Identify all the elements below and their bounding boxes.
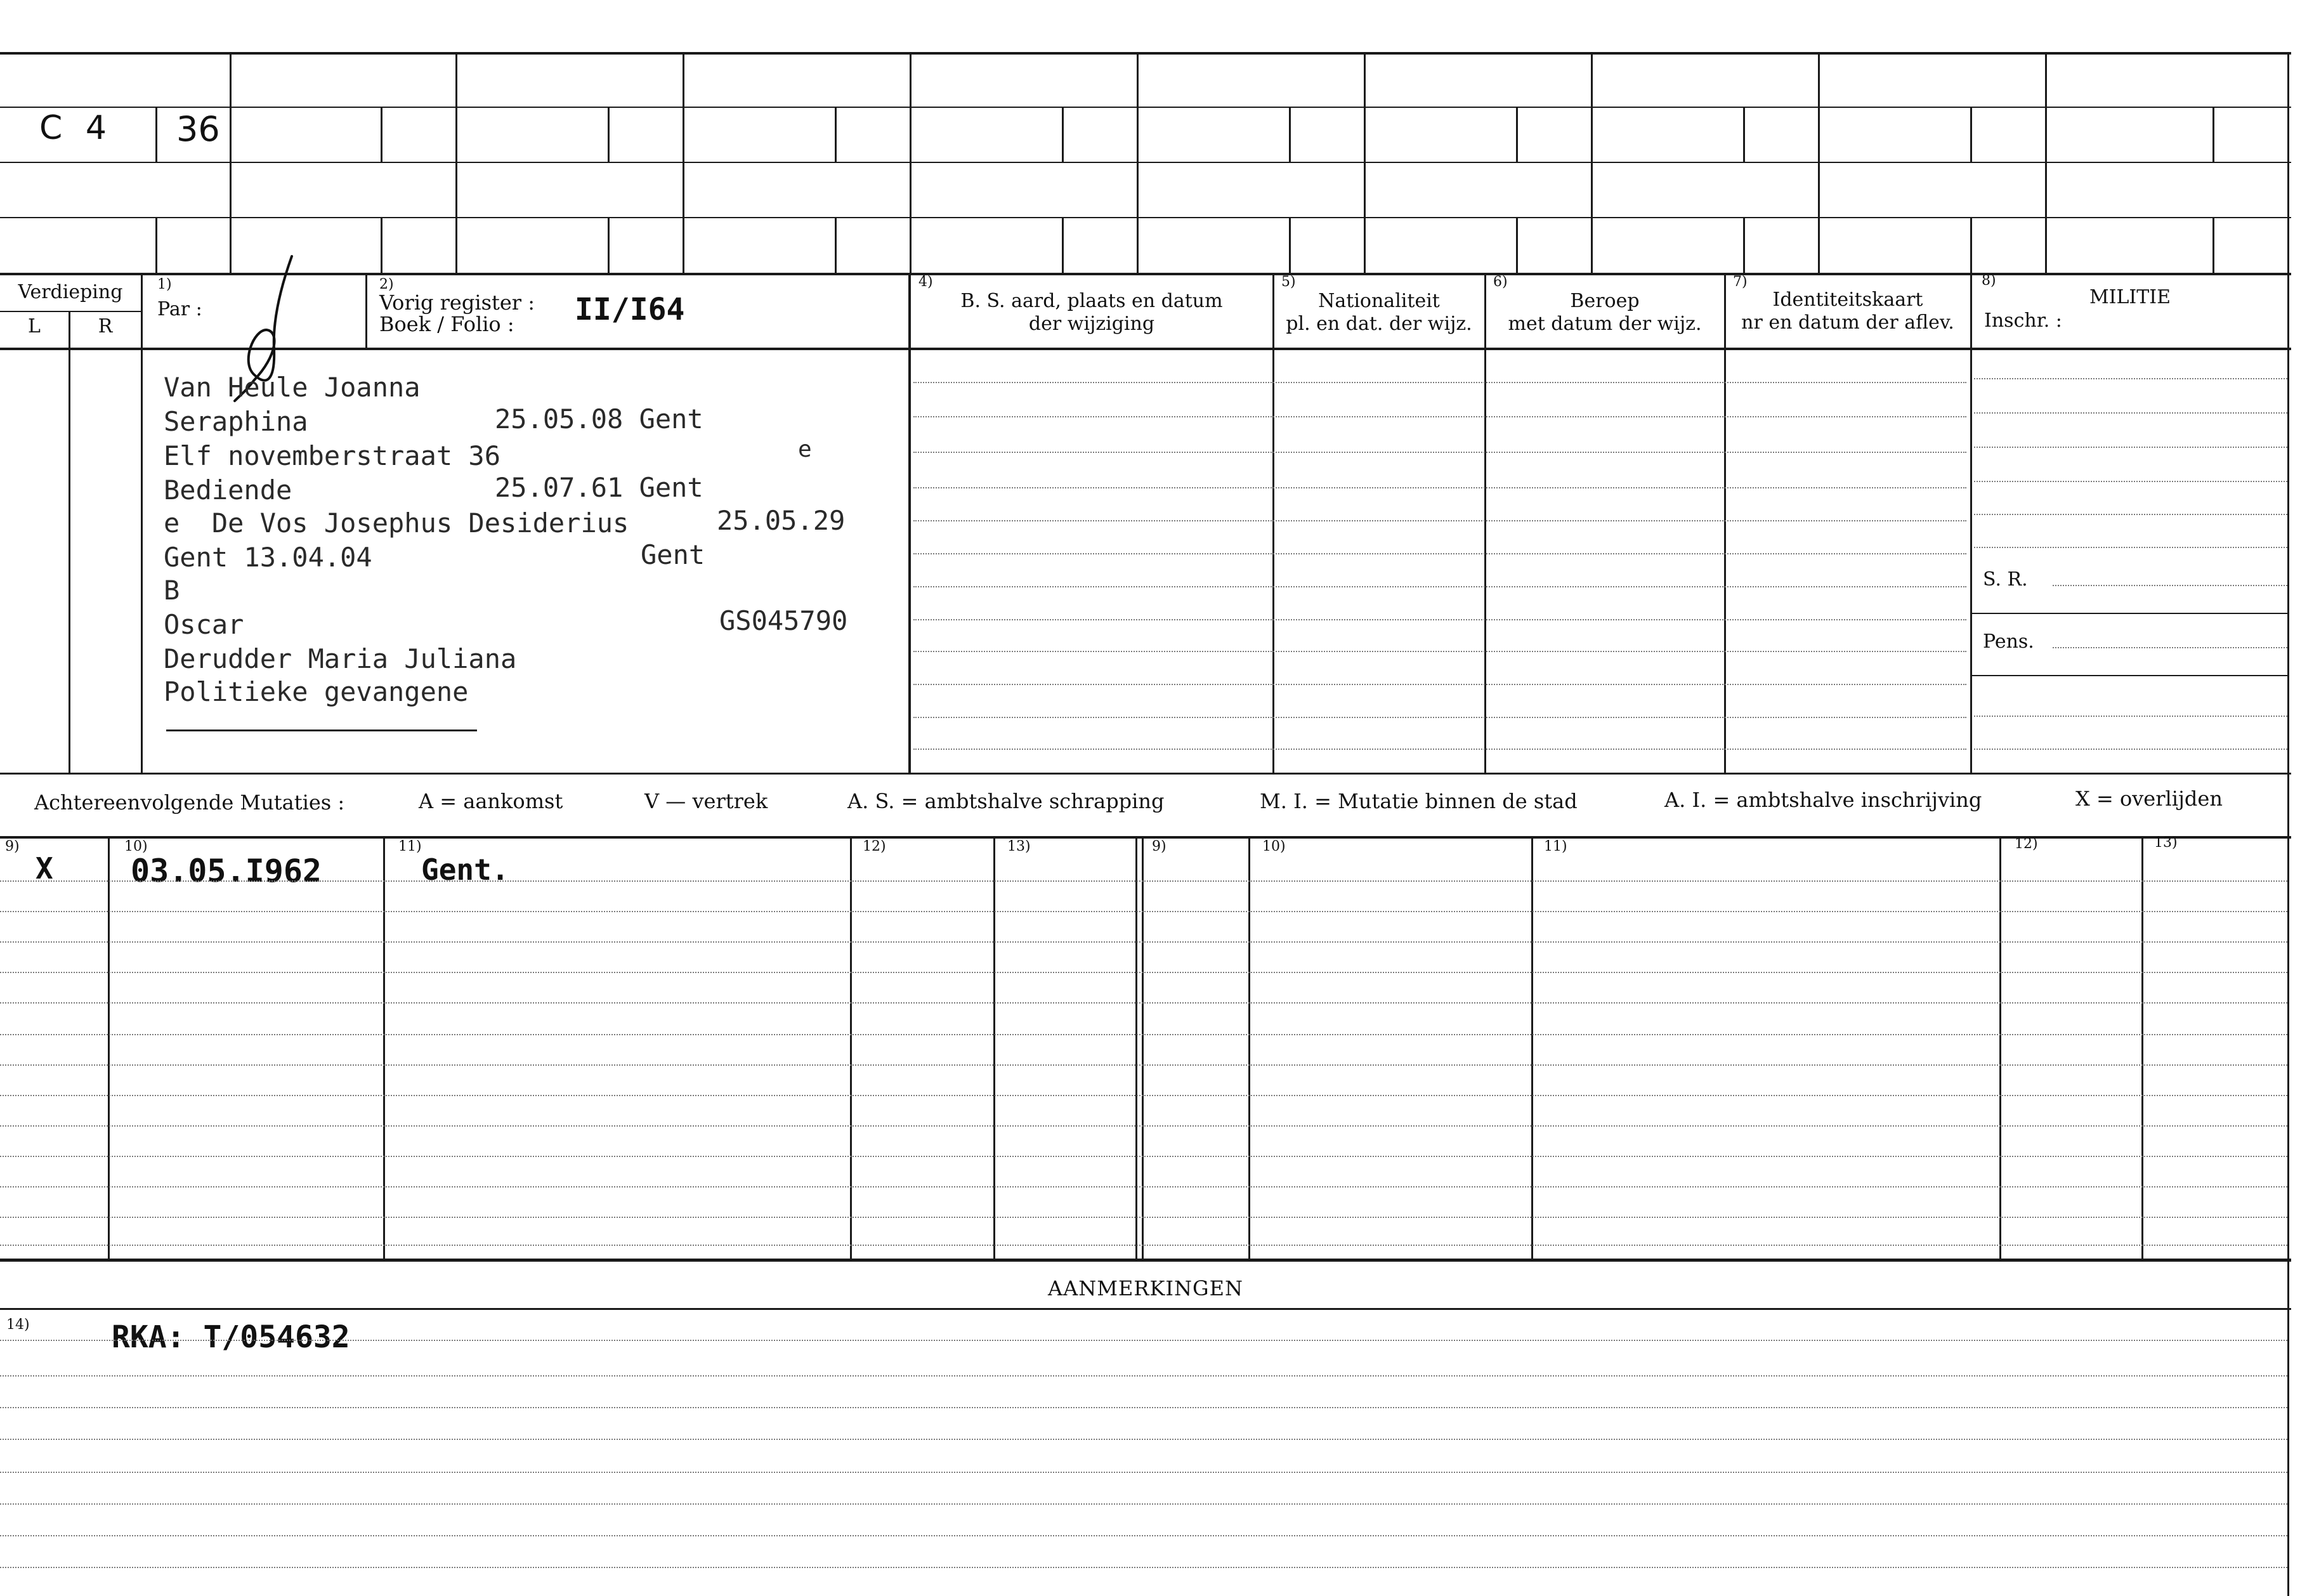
verdieping-label: Verdieping: [18, 281, 123, 303]
id-label-2: nr en datum der aflev.: [1741, 311, 1954, 334]
col12-right: 12): [2015, 836, 2038, 852]
par-footnote: 1): [157, 277, 172, 292]
remarks-text: RKA: T/054632: [112, 1319, 350, 1355]
person-mother: Derudder Maria Juliana: [164, 643, 517, 674]
person-spouse: e De Vos Josephus Desiderius: [164, 507, 629, 539]
col11-left: 11): [398, 839, 422, 854]
mil-footnote: 8): [1982, 273, 1996, 289]
militie-label: MILITIE: [2089, 286, 2171, 308]
person-spouse-birth: Gent 13.04.04: [164, 542, 372, 573]
sr-label: S. R.: [1983, 568, 2028, 591]
par-label: Par :: [157, 298, 202, 320]
boek-folio-label: Boek / Folio :: [379, 312, 514, 336]
nat-footnote: 5): [1281, 274, 1296, 290]
col10-right: 10): [1262, 839, 1286, 854]
mutation-as: A. S. = ambtshalve schrapping: [847, 789, 1165, 813]
id-footnote: 7): [1733, 274, 1748, 290]
person-oscar: Oscar: [164, 609, 244, 640]
mutation-mi: M. I. = Mutatie binnen de stad: [1260, 789, 1578, 813]
person-spouse-date: 25.05.29: [717, 505, 846, 536]
mutation-x: X = overlijden: [2075, 787, 2223, 811]
pens-label: Pens.: [1983, 631, 2034, 653]
bs-label-2: der wijziging: [1028, 313, 1155, 335]
col9-left: 9): [5, 839, 20, 854]
person-birth: 25.05.08 Gent: [495, 403, 703, 435]
verdieping-l-label: L: [28, 315, 41, 337]
inschr-label: Inschr. :: [1984, 310, 2062, 332]
remarks-footnote: 14): [6, 1317, 30, 1333]
person-name: Van Heule Joanna: [164, 372, 421, 403]
mutation-v: V — vertrek: [644, 789, 768, 813]
mutation-a: A = aankomst: [419, 789, 563, 813]
person-street: Elf novemberstraat 36: [164, 440, 501, 471]
card-number: 36: [176, 109, 220, 149]
nat-label-2: pl. en dat. der wijz.: [1286, 313, 1472, 335]
mutations-legend: [0, 787, 2307, 825]
beroep-label-2: met datum der wijz.: [1508, 313, 1702, 335]
nat-label-1: Nationaliteit: [1318, 290, 1440, 312]
person-b: B: [164, 575, 180, 606]
person-status: Politieke gevangene: [164, 676, 469, 707]
mutation-ai: A. I. = ambtshalve inschrijving: [1664, 788, 1982, 812]
mutation-type: X: [36, 851, 53, 886]
bs-label-1: B. S. aard, plaats en datum: [960, 290, 1223, 312]
person-gs-number: GS045790: [719, 605, 848, 636]
beroep-label-1: Beroep: [1570, 290, 1640, 312]
vorig-register-value: II/I64: [575, 292, 685, 327]
right-edge: [2287, 273, 2289, 1596]
status-underline: [166, 729, 477, 731]
vorig-footnote: 2): [379, 277, 394, 292]
mutation-date: 03.05.I962: [131, 853, 322, 889]
remarks-title: AANMERKINGEN: [1048, 1276, 1243, 1300]
vorig-register-label: Vorig register :: [379, 291, 535, 315]
person-job: Bediende: [164, 474, 292, 506]
id-label-1: Identiteitskaart: [1772, 289, 1923, 311]
mutations-title: Achtereenvolgende Mutaties :: [34, 790, 345, 814]
person-e-mark: e: [798, 436, 812, 462]
col12-left: 12): [863, 839, 886, 854]
person-job-date: 25.07.61 Gent: [495, 472, 703, 503]
district-code: C 4: [39, 109, 113, 147]
verdieping-r-label: R: [98, 315, 113, 337]
col13-left: 13): [1007, 839, 1031, 854]
person-firstname: Seraphina: [164, 406, 308, 437]
col11-right: 11): [1544, 839, 1567, 854]
col10-left: 10): [124, 839, 148, 854]
col13-right: 13): [2154, 835, 2178, 851]
bs-footnote: 4): [918, 274, 933, 290]
mutation-place: Gent.: [421, 853, 509, 887]
col9-right: 9): [1152, 839, 1167, 854]
person-spouse-place: Gent: [641, 539, 705, 570]
beroep-footnote: 6): [1493, 274, 1508, 290]
